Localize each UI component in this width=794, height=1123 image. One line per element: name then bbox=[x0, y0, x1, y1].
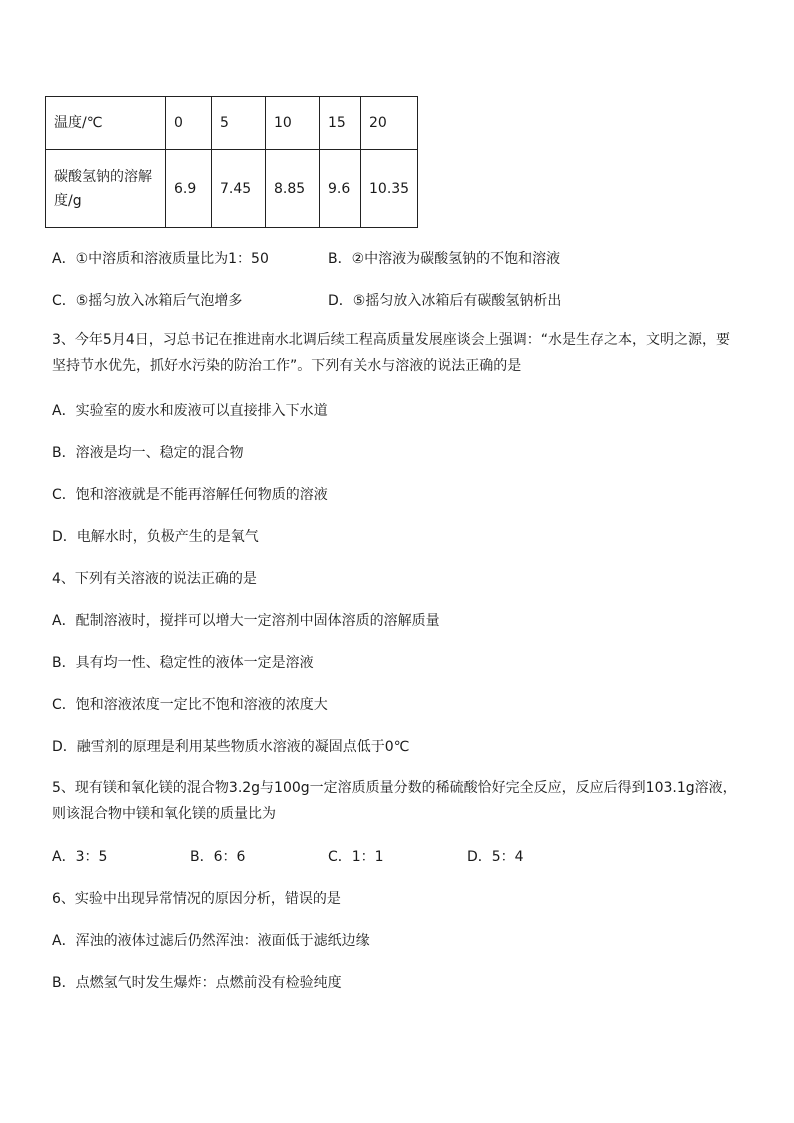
q3-option-c: C．饱和溶液就是不能再溶解任何物质的溶液 bbox=[52, 487, 328, 503]
table-header-cell: 15 bbox=[320, 97, 361, 150]
q3-option-d: D．电解水时，负极产生的是氧气 bbox=[52, 529, 259, 545]
q6-stem: 6、实验中出现异常情况的原因分析，错误的是 bbox=[52, 891, 341, 907]
table-header-row bbox=[46, 97, 418, 150]
table-cell: 10.35 bbox=[361, 150, 418, 228]
solubility-table bbox=[45, 96, 418, 228]
q3-option-a: A．实验室的废水和废液可以直接排入下水道 bbox=[52, 403, 328, 419]
table-row bbox=[46, 150, 418, 228]
q5-option-a: A．3：5 bbox=[52, 849, 108, 865]
q2-option-b: B．②中溶液为碳酸氢钠的不饱和溶液 bbox=[328, 251, 561, 267]
table-header-cell: 10 bbox=[266, 97, 320, 150]
q2-option-d: D．⑤摇匀放入冰箱后有碳酸氢钠析出 bbox=[328, 293, 562, 309]
table-row-label: 碳酸氢钠的溶解度/g bbox=[46, 150, 166, 228]
table-cell: 9.6 bbox=[320, 150, 361, 228]
q4-stem: 4、下列有关溶液的说法正确的是 bbox=[52, 571, 257, 587]
q4-option-b: B．具有均一性、稳定性的液体一定是溶液 bbox=[52, 655, 314, 671]
q5-option-b: B．6：6 bbox=[190, 849, 246, 865]
q5-stem: 5、现有镁和氧化镁的混合物3.2g与100g一定溶质质量分数的稀硫酸恰好完全反应，反应后得到103.1g溶液，则该混合物中镁和氧化镁的质量比为 bbox=[52, 780, 737, 822]
q6-option-a: A．浑浊的液体过滤后仍然浑浊：液面低于滤纸边缘 bbox=[52, 933, 370, 949]
table-header-cell: 温度/℃ bbox=[46, 97, 166, 150]
table-cell: 8.85 bbox=[266, 150, 320, 228]
table-header-cell: 20 bbox=[361, 97, 418, 150]
table-header-cell: 5 bbox=[212, 97, 266, 150]
table-cell: 7.45 bbox=[212, 150, 266, 228]
q6-option-b: B．点燃氢气时发生爆炸：点燃前没有检验纯度 bbox=[52, 975, 342, 991]
q3-stem: 3、今年5月4日，习总书记在推进南水北调后续工程高质量发展座谈会上强调：“水是生存之本，文明之源，要坚持节水优先，抓好水污染的防治工作”。下列有关水与溶液的说法正确的是 bbox=[52, 332, 730, 374]
q5-option-c: C．1：1 bbox=[328, 849, 384, 865]
table-cell: 6.9 bbox=[166, 150, 212, 228]
q4-option-c: C．饱和溶液浓度一定比不饱和溶液的浓度大 bbox=[52, 697, 328, 713]
q4-option-d: D．融雪剂的原理是利用某些物质水溶液的凝固点低于0℃ bbox=[52, 739, 410, 755]
table-header-cell: 0 bbox=[166, 97, 212, 150]
q2-option-a: A．①中溶质和溶液质量比为1：50 bbox=[52, 251, 269, 267]
q3-option-b: B．溶液是均一、稳定的混合物 bbox=[52, 445, 244, 461]
q5-option-d: D．5：4 bbox=[467, 849, 524, 865]
q4-option-a: A．配制溶液时，搅拌可以增大一定溶剂中固体溶质的溶解质量 bbox=[52, 613, 440, 629]
q2-option-c: C．⑤摇匀放入冰箱后气泡增多 bbox=[52, 293, 243, 309]
